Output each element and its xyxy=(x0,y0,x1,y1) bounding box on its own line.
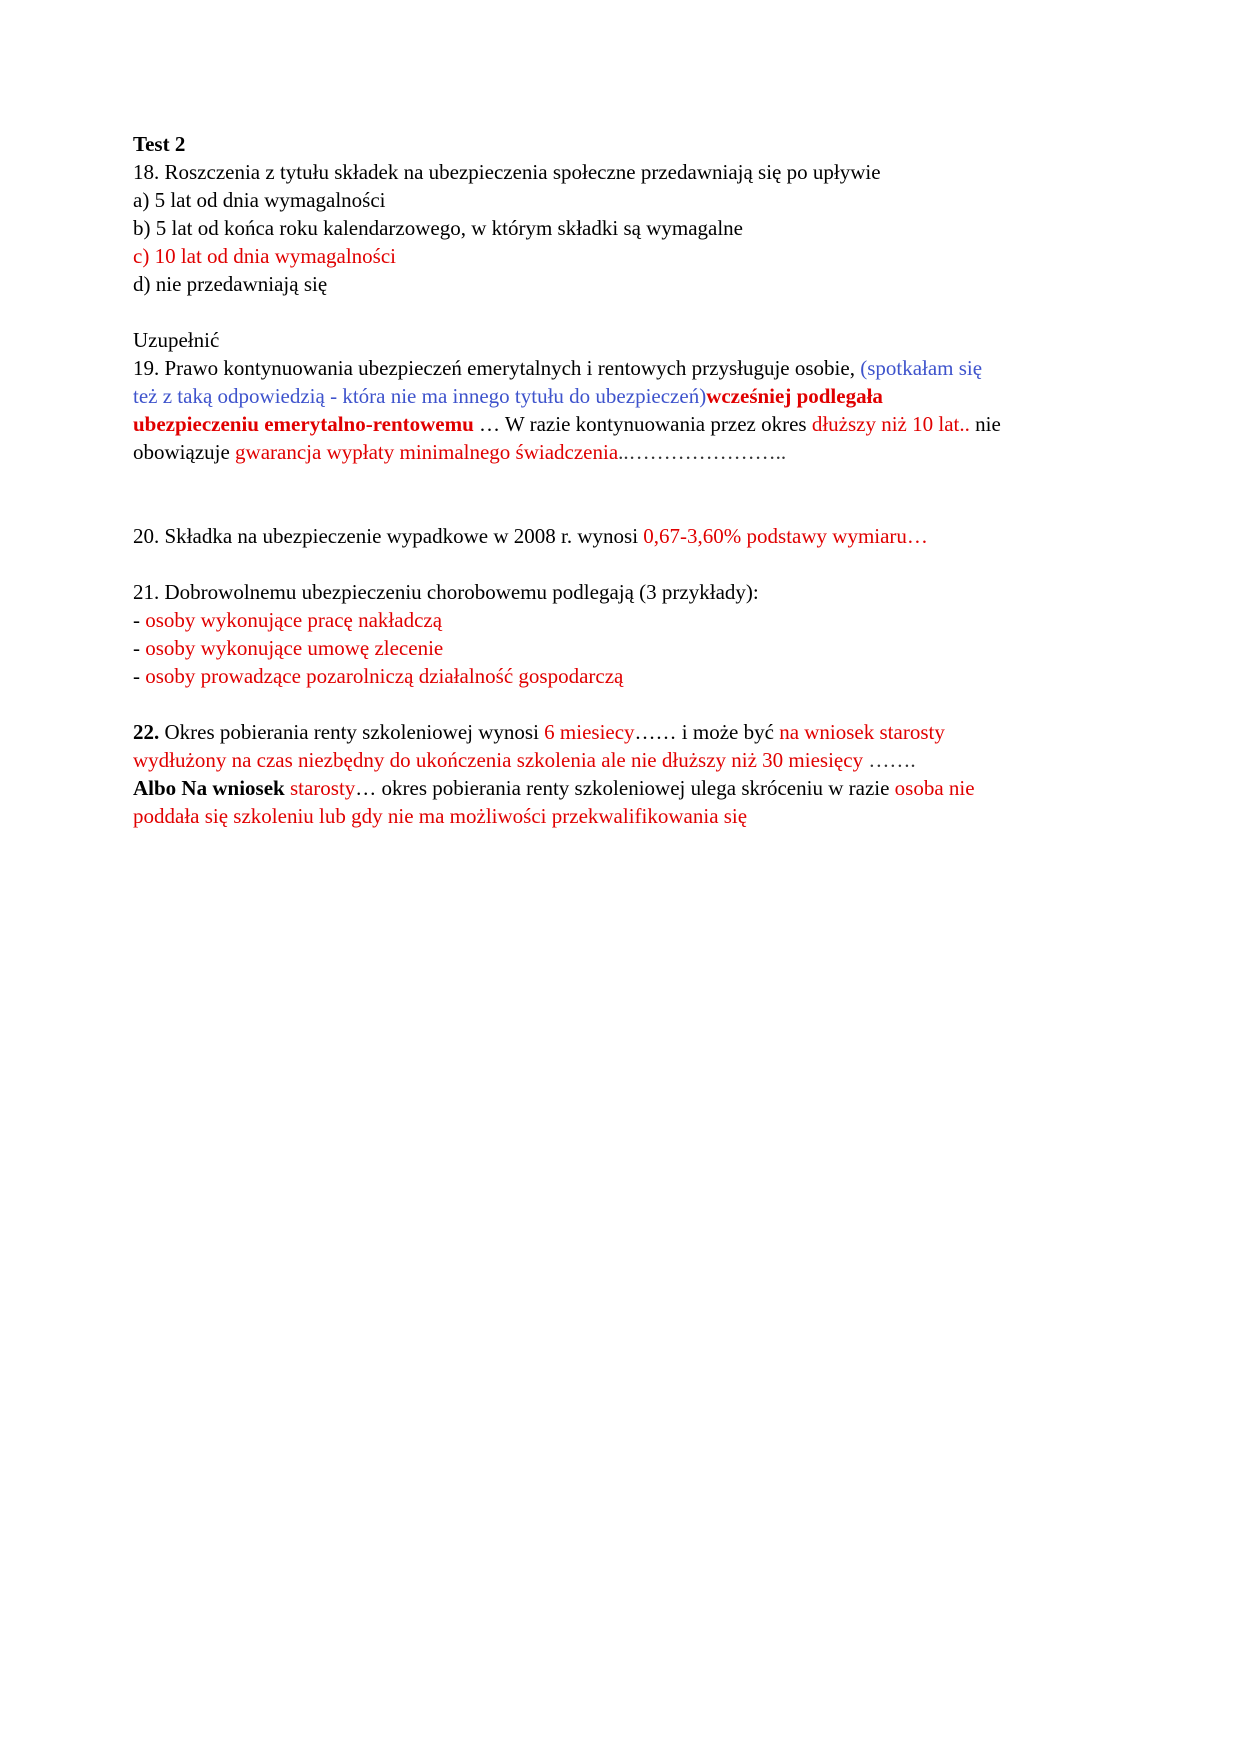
text-line xyxy=(133,382,1113,410)
text-line xyxy=(133,130,1113,158)
text-run: Uzupełnić xyxy=(133,328,220,352)
text-run: … okres pobierania renty szkoleniowej ulega skróceniu w razie xyxy=(355,776,895,800)
text-line xyxy=(133,410,1113,438)
text-run: osoby wykonujące umowę zlecenie xyxy=(145,636,444,660)
blank-line xyxy=(133,298,1113,326)
text-run: obowiązuje xyxy=(133,440,236,464)
text-line xyxy=(133,438,1113,466)
text-run: nie xyxy=(969,412,1001,436)
text-line xyxy=(133,522,1113,550)
text-run: c) 10 lat od dnia wymagalności xyxy=(133,244,397,268)
blank-line xyxy=(133,550,1113,578)
text-run: osoby wykonujące pracę nakładczą xyxy=(145,608,443,632)
text-line xyxy=(133,354,1113,382)
text-run: na wniosek starosty xyxy=(779,720,945,744)
text-run: dłuższy niż 10 lat.. xyxy=(811,412,970,436)
text-run: 18. Roszczenia z tytułu składek na ubezpieczenia społeczne przedawniają się po upływie xyxy=(133,160,881,184)
text-line xyxy=(133,774,1113,802)
text-run: poddała się szkoleniu lub gdy nie ma możliwości przekwalifikowania się xyxy=(133,804,748,828)
text-run: - xyxy=(133,608,146,632)
text-run: 19. Prawo kontynuowania ubezpieczeń emerytalnych i rentowych przysługuje osobie, xyxy=(133,356,861,380)
text-line xyxy=(133,270,1113,298)
text-run: wydłużony na czas niezbędny do ukończenia szkolenia ale nie dłuższy niż 30 miesięcy xyxy=(133,748,869,772)
text-run: - xyxy=(133,664,146,688)
text-run: Albo Na wniosek xyxy=(133,776,290,800)
text-line xyxy=(133,578,1113,606)
text-run: 21. Dobrowolnemu ubezpieczeniu chorobowemu podlegają (3 przykłady): xyxy=(133,580,759,604)
text-run: ubezpieczeniu emerytalno-rentowemu xyxy=(133,412,474,436)
text-run: 0,67-3,60% podstawy wymiaru… xyxy=(643,524,928,548)
text-line xyxy=(133,186,1113,214)
text-line xyxy=(133,606,1113,634)
text-run: 22. xyxy=(133,720,160,744)
text-line xyxy=(133,242,1113,270)
text-line xyxy=(133,718,1113,746)
text-run: 6 miesiecy xyxy=(544,720,635,744)
text-line xyxy=(133,158,1113,186)
text-run: Okres pobierania renty szkoleniowej wynosi xyxy=(159,720,545,744)
text-run: …… i może być xyxy=(634,720,780,744)
text-run: wcześniej podlegała xyxy=(706,384,883,408)
text-line xyxy=(133,326,1113,354)
text-run: - xyxy=(133,636,146,660)
text-run: Test 2 xyxy=(133,132,186,156)
text-line xyxy=(133,214,1113,242)
text-line xyxy=(133,662,1113,690)
text-run: osoby prowadzące pozarolniczą działalność gospodarczą xyxy=(145,664,624,688)
text-run: osoba nie xyxy=(894,776,975,800)
text-run: 20. Składka na ubezpieczenie wypadkowe w 2008 r. wynosi xyxy=(133,524,644,548)
text-run: d) nie przedawniają się xyxy=(133,272,328,296)
blank-line xyxy=(133,494,1113,522)
text-run: a) 5 lat od dnia wymagalności xyxy=(133,188,386,212)
text-run: … W razie kontynuowania przez okres xyxy=(473,412,812,436)
text-run: też z taką odpowiedzią - która nie ma innego tytułu do ubezpieczeń) xyxy=(133,384,707,408)
text-line xyxy=(133,634,1113,662)
text-line xyxy=(133,802,1113,830)
text-line xyxy=(133,746,1113,774)
text-run: ..………………….. xyxy=(618,440,787,464)
blank-line xyxy=(133,690,1113,718)
text-run: gwarancja wypłaty minimalnego świadczenia xyxy=(235,440,619,464)
text-run: starosty xyxy=(289,776,356,800)
blank-line xyxy=(133,466,1113,494)
text-run: b) 5 lat od końca roku kalendarzowego, w którym składki są wymagalne xyxy=(133,216,743,240)
text-run: (spotkałam się xyxy=(860,356,983,380)
document-body xyxy=(133,130,1113,830)
text-run: ……. xyxy=(868,748,916,772)
